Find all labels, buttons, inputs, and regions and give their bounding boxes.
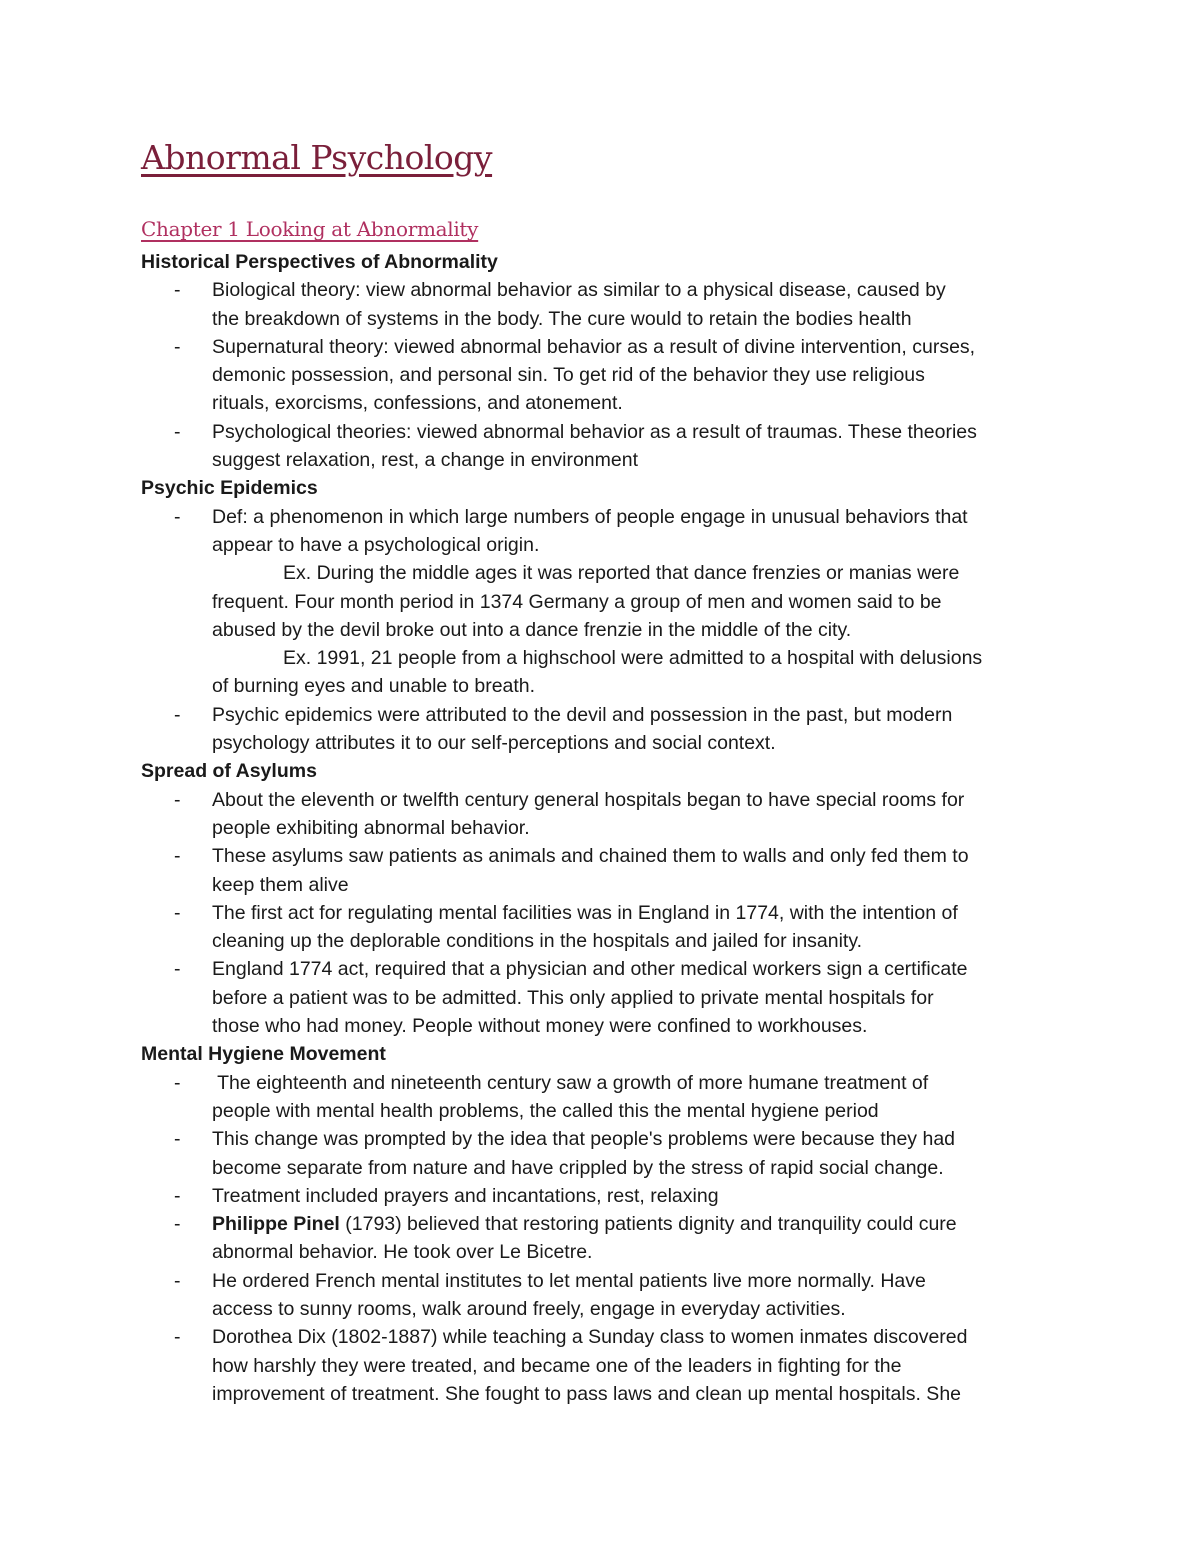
bullet-dash: -: [174, 845, 181, 868]
bullet-dash: -: [174, 1326, 181, 1349]
bullet-item: [141, 333, 1071, 361]
continuation-line: frequent. Four month period in 1374 Germany a group of men and women said to be: [212, 590, 942, 613]
bullet-item: [141, 701, 1071, 729]
chapter-heading: Chapter 1 Looking at Abnormality: [141, 217, 479, 241]
bullet-dash: -: [174, 788, 181, 811]
bullet-text: Psychological theories: viewed abnormal behavior as a result of traumas. These theories: [212, 420, 977, 443]
bullet-text: The first act for regulating mental facilities was in England in 1774, with the intention of: [212, 901, 958, 924]
bullet-dash: -: [174, 1128, 181, 1151]
bullet-item: [141, 503, 1071, 531]
continuation-line: those who had money. People without money were confined to workhouses.: [212, 1015, 868, 1038]
bullet-text: England 1774 act, required that a physician and other medical workers sign a certificate: [212, 958, 968, 981]
continuation-line: demonic possession, and personal sin. To get rid of the behavior they use religious: [212, 364, 925, 387]
continuation-line: suggest relaxation, rest, a change in environment: [212, 449, 639, 472]
document-body: [141, 248, 1071, 1408]
continuation-line: the breakdown of systems in the body. The cure would to retain the bodies health: [212, 307, 912, 330]
bullet-dash: -: [174, 1269, 181, 1292]
continuation-line: improvement of treatment. She fought to pass laws and clean up mental hospitals. She: [212, 1382, 962, 1405]
bullet-dash: -: [174, 1071, 181, 1094]
bullet-text: (1793) believed that restoring patients dignity and tranquility could cure: [339, 1213, 957, 1236]
bullet-item: [141, 1323, 1071, 1351]
bullet-item: [141, 1210, 1071, 1238]
bullet-dash: -: [174, 420, 181, 443]
continuation-line: become separate from nature and have crippled by the stress of rapid social change.: [212, 1156, 944, 1179]
section-heading: Spread of Asylums: [141, 760, 317, 783]
continuation-line: keep them alive: [212, 873, 349, 896]
continuation-line: people with mental health problems, the called this the mental hygiene period: [212, 1099, 879, 1122]
bold-name: Philippe Pinel: [212, 1213, 340, 1236]
bullet-dash: -: [174, 703, 181, 726]
bullet-text: Def: a phenomenon in which large numbers of people engage in unusual behaviors that: [212, 505, 968, 528]
continuation-line: cleaning up the deplorable conditions in the hospitals and jailed for insanity.: [212, 930, 863, 953]
bullet-item: [141, 842, 1071, 870]
bullet-dash: -: [174, 901, 181, 924]
bullet-text: About the eleventh or twelfth century general hospitals began to have special rooms for: [212, 788, 965, 811]
bullet-item: [141, 1125, 1071, 1153]
section-heading: Mental Hygiene Movement: [141, 1043, 386, 1066]
bullet-item: [141, 1069, 1071, 1097]
continuation-line: rituals, exorcisms, confessions, and atonement.: [212, 392, 623, 415]
bullet-dash: -: [174, 505, 181, 528]
bullet-dash: -: [174, 335, 181, 358]
continuation-line: abused by the devil broke out into a dance frenzie in the middle of the city.: [212, 618, 852, 641]
bullet-text: Psychic epidemics were attributed to the devil and possession in the past, but modern: [212, 703, 953, 726]
example-line: Ex. During the middle ages it was reported that dance frenzies or manias were: [283, 562, 960, 585]
bullet-text: Supernatural theory: viewed abnormal behavior as a result of divine intervention, curses,: [212, 335, 976, 358]
continuation-line: before a patient was to be admitted. This only applied to private mental hospitals for: [212, 986, 934, 1009]
bullet-item: [141, 955, 1071, 983]
continuation-line: access to sunny rooms, walk around freely, engage in everyday activities.: [212, 1297, 846, 1320]
bullet-dash: -: [174, 958, 181, 981]
bullet-dash: -: [174, 1184, 181, 1207]
bullet-item: [141, 1182, 1071, 1210]
bullet-text: Biological theory: view abnormal behavior as similar to a physical disease, caused by: [212, 279, 946, 302]
bullet-item: [141, 899, 1071, 927]
continuation-line: psychology attributes it to our self-perceptions and social context.: [212, 732, 776, 755]
bullet-item: [141, 276, 1071, 304]
bullet-text: Treatment included prayers and incantations, rest, relaxing: [212, 1184, 719, 1207]
bullet-text: He ordered French mental institutes to let mental patients live more normally. Have: [212, 1269, 926, 1292]
document-title: Abnormal Psychology: [141, 138, 493, 177]
bullet-item: [141, 1267, 1071, 1295]
bullet-text: The eighteenth and nineteenth century saw a growth of more humane treatment of: [212, 1071, 929, 1094]
bullet-dash: -: [174, 1213, 181, 1236]
continuation-line: abnormal behavior. He took over Le Bicetre.: [212, 1241, 593, 1264]
bullet-text: This change was prompted by the idea that people's problems were because they had: [212, 1128, 956, 1151]
continuation-line: of burning eyes and unable to breath.: [212, 675, 536, 698]
example-line: Ex. 1991, 21 people from a highschool were admitted to a hospital with delusions: [283, 647, 983, 670]
continuation-line: appear to have a psychological origin.: [212, 533, 540, 556]
bullet-dash: -: [174, 279, 181, 302]
section-heading: Psychic Epidemics: [141, 477, 318, 500]
bullet-item: [141, 786, 1071, 814]
bullet-item: [141, 418, 1071, 446]
continuation-line: how harshly they were treated, and became one of the leaders in fighting for the: [212, 1354, 902, 1377]
bullet-text: These asylums saw patients as animals and chained them to walls and only fed them to: [212, 845, 969, 868]
bullet-text: Dorothea Dix (1802-1887) while teaching a Sunday class to women inmates discovered: [212, 1326, 968, 1349]
continuation-line: people exhibiting abnormal behavior.: [212, 816, 530, 839]
section-heading: Historical Perspectives of Abnormality: [141, 251, 498, 273]
